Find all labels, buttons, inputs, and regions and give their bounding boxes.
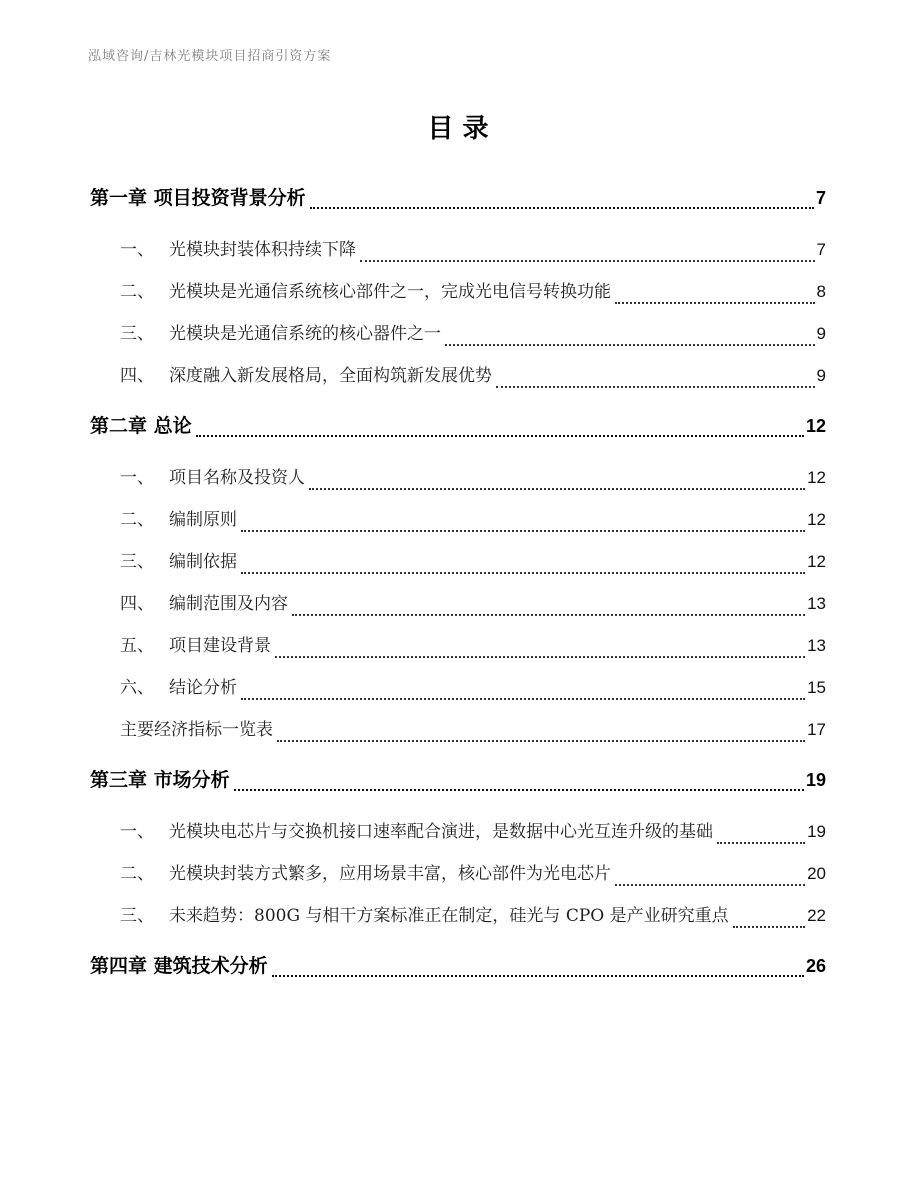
toc-page-number: 9 [816,324,826,343]
toc-chapter-items [90,457,826,751]
toc-chapter-entry[interactable] [90,945,826,987]
toc-item-entry[interactable] [90,229,826,271]
toc-page-number: 12 [807,510,826,529]
toc-item-label [120,541,237,583]
dot-leader [445,344,815,346]
toc-item-number: 二、 [120,864,154,884]
toc-item-title: 结论分析 [169,678,237,698]
dot-leader [733,926,805,928]
toc-item-title: 光模块封装体积持续下降 [169,240,356,260]
dot-leader [275,656,805,658]
dot-leader [309,488,805,490]
toc-item-title: 编制原则 [169,510,237,530]
toc-chapter-group [90,177,826,397]
toc-item-title: 光模块是光通信系统的核心器件之一 [169,324,441,344]
toc-item-label [120,457,305,499]
dot-leader [241,530,805,532]
toc-page-number: 13 [807,594,826,613]
toc-chapter-entry[interactable] [90,405,826,447]
toc-item-entry[interactable] [90,313,826,355]
toc-item-title: 光模块封装方式繁多，应用场景丰富，核心部件为光电芯片 [169,864,611,884]
toc-chapter-label: 第二章 总论 [90,415,192,437]
toc-chapter-label: 第四章 建筑技术分析 [90,955,268,977]
toc-page-number: 7 [815,188,826,208]
toc-item-title: 深度融入新发展格局，全面构筑新发展优势 [169,366,492,386]
toc-item-entry[interactable] [90,457,826,499]
toc-item-title: 项目建设背景 [169,636,271,656]
toc-item-number: 四、 [120,594,154,614]
toc-page-number: 12 [807,468,826,487]
toc-chapter-group [90,945,826,987]
dot-leader [234,789,804,791]
toc-item-number: 一、 [120,822,154,842]
dot-leader [717,842,805,844]
toc-item-label [120,271,611,313]
toc-item-entry[interactable] [90,499,826,541]
toc-chapter-group [90,759,826,937]
dot-leader [292,614,805,616]
toc-item-number: 四、 [120,366,154,386]
toc-item-label [120,313,441,355]
toc-item-entry[interactable] [90,853,826,895]
toc-chapter-items [90,811,826,937]
toc-item-entry[interactable] [90,355,826,397]
toc-page-number: 17 [807,720,826,739]
toc-item-entry[interactable] [90,709,826,751]
toc-item-entry[interactable] [90,541,826,583]
dot-leader [360,260,815,262]
page-title: 目录 [427,114,498,144]
dot-leader [196,435,804,437]
toc-page-number: 7 [816,240,826,259]
toc-item-entry[interactable] [90,895,826,937]
toc-item-entry[interactable] [90,667,826,709]
toc-chapter-label: 第三章 市场分析 [90,769,230,791]
toc-page-number: 26 [805,956,826,976]
table-of-contents [90,177,826,987]
toc-item-entry[interactable] [90,583,826,625]
dot-leader [272,975,804,977]
toc-page-number: 8 [816,282,826,301]
toc-page-number: 19 [807,822,826,841]
toc-item-label [120,853,611,895]
toc-page-number: 13 [807,636,826,655]
toc-page-number: 12 [807,552,826,571]
dot-leader [496,386,815,388]
toc-item-number: 二、 [120,282,154,302]
toc-item-entry[interactable] [90,625,826,667]
dot-leader [615,884,805,886]
toc-item-title: 项目名称及投资人 [169,468,305,488]
toc-item-number: 一、 [120,240,154,260]
toc-item-number: 二、 [120,510,154,530]
toc-item-number: 五、 [120,636,154,656]
toc-item-label [120,355,492,397]
toc-item-entry[interactable] [90,811,826,853]
toc-item-label [120,625,271,667]
document-header: 泓域咨询/吉林光模块项目招商引资方案 [88,49,332,64]
toc-item-title: 编制依据 [169,552,237,572]
dot-leader [277,740,805,742]
toc-item-label [120,583,288,625]
toc-page-number: 19 [805,770,826,790]
toc-item-label [120,709,273,751]
toc-item-title: 编制范围及内容 [169,594,288,614]
toc-item-label [120,499,237,541]
toc-item-number: 六、 [120,678,154,698]
toc-chapter-entry[interactable] [90,759,826,801]
toc-item-title: 光模块是光通信系统核心部件之一，完成光电信号转换功能 [169,282,611,302]
toc-page-number: 22 [807,906,826,925]
toc-page-number: 20 [807,864,826,883]
toc-item-title: 主要经济指标一览表 [120,720,273,740]
toc-page-number: 12 [805,416,826,436]
dot-leader [310,207,814,209]
toc-chapter-items [90,229,826,397]
toc-chapter-group [90,405,826,751]
toc-item-entry[interactable] [90,271,826,313]
toc-page-number: 15 [807,678,826,697]
toc-item-label [120,667,237,709]
dot-leader [241,572,805,574]
toc-item-title: 未来趋势：800G 与相干方案标准正在制定，硅光与 CPO 是产业研究重点 [169,906,729,926]
toc-item-label [120,811,713,853]
toc-item-number: 三、 [120,552,154,572]
toc-item-number: 三、 [120,906,154,926]
toc-item-number: 三、 [120,324,154,344]
toc-item-label [120,229,356,271]
toc-chapter-label: 第一章 项目投资背景分析 [90,187,306,209]
dot-leader [615,302,815,304]
toc-page-number: 9 [816,366,826,385]
toc-item-title: 光模块电芯片与交换机接口速率配合演进，是数据中心光互连升级的基础 [169,822,713,842]
toc-chapter-entry[interactable] [90,177,826,219]
toc-item-label [120,895,729,937]
dot-leader [241,698,805,700]
toc-item-number: 一、 [120,468,154,488]
